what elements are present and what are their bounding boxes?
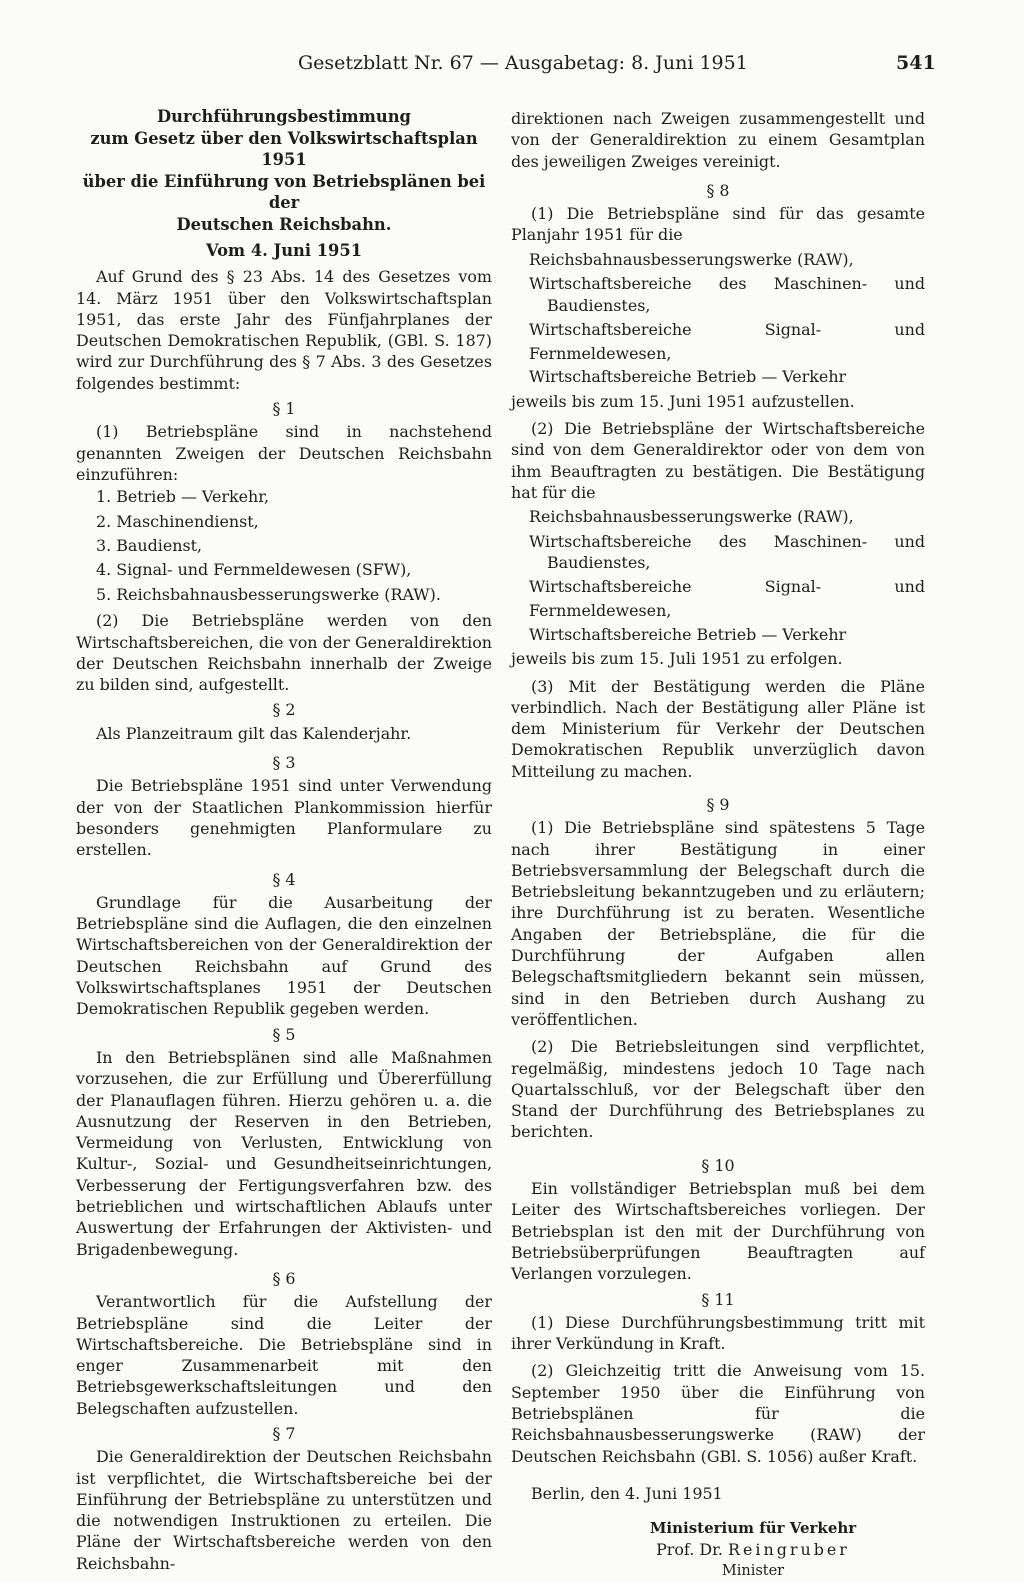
section-heading: § 10 [701,1155,735,1175]
page-number: 541 [896,52,936,74]
paragraph: Die Generaldirektion der Deutschen Reichsbahn ist verpflichtet, die Wirtschaftsbereiche bei der Einführung der Betriebspläne zu unterstützen und die notwendigen Instruktionen zu erteilen. Die Pläne der Wirtschaftsbereiche werden von den Reichsbahn- [76,1447,492,1573]
section-heading: § 4 [272,869,296,889]
paragraph: (1) Diese Durchführungsbestimmung tritt mit ihrer Verkündung in Kraft. [511,1312,925,1354]
paragraph: (2) Gleichzeitig tritt die Anweisung vom 15. September 1950 über die Einführung von Betriebsplänen für die Reichsbahnausbesserungswerke (RAW) der Deutschen Reichsbahn (GBl. S. 1056) außer Kraft. [511,1361,925,1466]
right-column [511,108,925,1582]
list-item: Wirtschaftsbereiche Betrieb — Verkehr [529,624,847,644]
list-item: Wirtschaftsbereiche Signal- und Fernmeldewesen, [529,577,925,621]
paragraph: (1) Betriebspläne sind in nachstehend genannten Zweigen der Deutschen Reichsbahn einzuführen: [76,422,492,484]
section-heading: § 7 [272,1423,296,1443]
signatory-role: Minister [721,1562,785,1579]
title-line: Durchführungsbestimmung [157,107,411,126]
section-heading: § 3 [272,753,296,773]
list-item: 5. Reichsbahnausbesserungswerke (RAW). [96,584,441,604]
preamble: Auf Grund des § 23 Abs. 14 des Gesetzes vom 14. März 1951 über den Volkswirtschaftsplan 1951, das erste Jahr des Fünfjahrplanes der Deutschen Demokratischen Republik, (GBl. S. 187) wird zur Durchführung des § 7 Abs. 3 des Gesetzes folgendes bestimmt: [76,267,492,393]
paragraph: (2) Die Betriebspläne werden von den Wirtschaftsbereichen, die von der Generaldirektion der Deutschen Reichsbahn innerhalb der Zweige zu bilden sind, aufgestellt. [76,611,492,695]
paragraph: (2) Die Betriebspläne der Wirtschaftsbereiche sind von dem Generaldirektor oder von dem von ihm Beauftragten zu bestätigen. Die Bestätigung hat für die [511,419,925,502]
list-item: 1. Betrieb — Verkehr, [96,487,270,507]
list-item: Wirtschaftsbereiche des Maschinen- und Baudienstes, [529,274,925,315]
area-list [511,505,925,646]
paragraph: Als Planzeitraum gilt das Kalenderjahr. [96,723,412,743]
document-date: Vom 4. Juni 1951 [205,241,363,260]
section-heading: § 6 [272,1268,296,1288]
section-heading: § 11 [701,1289,735,1309]
list-item: 3. Baudienst, [96,536,203,556]
list-item: 4. Signal- und Fernmeldewesen (SFW), [96,560,412,580]
paragraph: jeweils bis zum 15. Juli 1951 zu erfolgen. [511,649,843,669]
section-heading: § 9 [706,794,730,814]
paragraph: (1) Die Betriebspläne sind für das gesamte Planjahr 1951 für die [511,204,925,245]
paragraph: (1) Die Betriebspläne sind spätestens 5 Tage nach ihrer Bestätigung in einer Betriebsversammlung der Belegschaft durch die Betriebsleitung bekanntzugeben und zu erläutern; ihre Durchführung ist zu beraten. Wesentliche Angaben der Betriebspläne, die für die Durchführung der Aufgaben allen Belegschaftsmitgliedern bekannt sein müssen, sind in den Betrieben durch Aushang zu veröffentlichen. [511,818,925,1029]
section-heading: § 2 [272,700,296,720]
title-line: über die Einführung von Betriebsplänen bei der [82,171,486,212]
list-item: Reichsbahnausbesserungswerke (RAW), [529,507,854,527]
ministry-name: Ministerium für Verkehr [649,1519,857,1538]
area-list [511,248,925,389]
paragraph: (3) Mit der Bestätigung werden die Pläne verbindlich. Nach der Bestätigung aller Pläne ist dem Ministerium für Verkehr der Deutschen Demokratischen Republik unverzüglich davon Mitteilung zu machen. [511,676,925,781]
paragraph: jeweils bis zum 15. Juni 1951 aufzustellen. [511,391,855,411]
paragraph: (2) Die Betriebsleitungen sind verpflichtet, regelmäßig, mindestens jedoch 10 Tage nach Quartalsschluß, vor der Belegschaft über den Stand der Durchführung des Betriebsplanes zu berichten. [511,1037,925,1142]
section-heading: § 1 [272,399,296,419]
signatory-name: Reingruber [728,1540,850,1560]
page-header [0,52,1024,78]
list-item: Reichsbahnausbesserungswerke (RAW), [529,249,854,269]
section-heading: § 5 [272,1024,296,1044]
branch-list [76,485,492,607]
list-item: Wirtschaftsbereiche des Maschinen- und Baudienstes, [529,531,925,573]
header-title: Gesetzblatt Nr. 67 — Ausgabetag: 8. Juni 1951 [298,52,748,74]
list-item: Wirtschaftsbereiche Betrieb — Verkehr [529,367,847,387]
signatory-title: Prof. Dr. [656,1540,723,1560]
list-item: 2. Maschinendienst, [96,511,259,531]
title-line: Deutschen Reichsbahn. [176,214,392,234]
paragraph: Verantwortlich für die Aufstellung der Betriebspläne sind die Leiter der Wirtschaftsbereiche. Die Betriebspläne sind in enger Zusammenarbeit mit den Betriebsgewerkschaftsleitungen und den Belegschaften aufzustellen. [76,1292,492,1418]
signatory [511,1539,925,1560]
place-date: Berlin, den 4. Juni 1951 [531,1483,723,1503]
section-heading: § 8 [706,180,730,200]
left-column [76,106,492,1574]
paragraph: Die Betriebspläne 1951 sind unter Verwendung der von der Staatlichen Plankommission hierfür besonders genehmigten Planformulare zu erstellen. [76,776,492,860]
paragraph: Grundlage für die Ausarbeitung der Betriebspläne sind die Auflagen, die den einzelnen Wirtschaftsbereichen von der Generaldirektion der Deutschen Reichsbahn auf Grund des Volkswirtschaftsplanes 1951 der Deutschen Demokratischen Republik gegeben werden. [76,892,492,1019]
title-line: zum Gesetz über den Volkswirtschaftsplan 1951 [90,128,478,169]
document-title [76,106,492,235]
paragraph: In den Betriebsplänen sind alle Maßnahmen vorzusehen, die zur Erfüllung und Übererfüllung der Planauflagen führen. Hierzu gehören u. a. die Ausnutzung der Reserven in den Betrieben, Vermeidung von Verlusten, Entwicklung von Kultur-, Sozial- und Gesundheitseinrichtungen, Verbesserung der Fertigungsverfahren bzw. des betrieblichen und wirtschaftlichen Ablaufs unter Auswertung der Erfahrungen der Aktivisten- und Brigadenbewegung. [76,1047,492,1259]
paragraph: Ein vollständiger Betriebsplan muß bei dem Leiter des Wirtschaftsbereiches vorliegen. Der Betriebsplan ist den mit der Durchführung von Betriebsüberprüfungen Beauftragten auf Verlangen vorzulegen. [511,1179,925,1284]
list-item: Wirtschaftsbereiche Signal- und Fernmeldewesen, [529,319,925,363]
paragraph-continuation: direktionen nach Zweigen zusammengestellt und von der Generaldirektion zu einem Gesamtplan des jeweiligen Zweiges vereinigt. [511,109,925,171]
